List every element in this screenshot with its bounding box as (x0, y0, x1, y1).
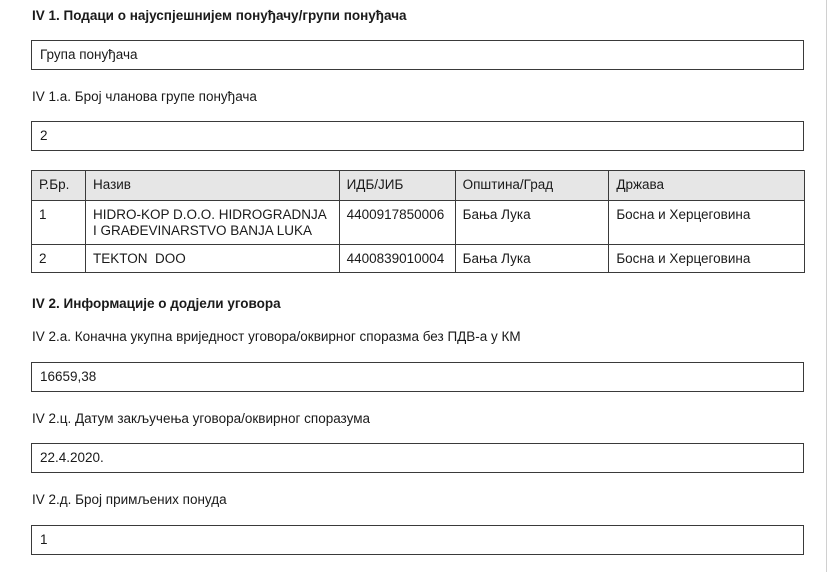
members-count-label: IV 1.а. Број чланова групе понуђача (32, 89, 257, 104)
table-row (32, 201, 805, 245)
offers-count-label: IV 2.д. Број примљених понуда (32, 492, 227, 507)
bidder-type-field: Група понуђача (31, 40, 804, 70)
cell-id: 4400917850006 (339, 201, 455, 245)
column-header-id: ИДБ/ЈИБ (339, 171, 455, 201)
cell-country: Босна и Херцеговина (609, 245, 805, 273)
column-header-no: Р.Бр. (32, 171, 86, 201)
column-header-municipality: Општина/Град (455, 171, 609, 201)
cell-id: 4400839010004 (339, 245, 455, 273)
cell-name: HIDRO-KOP D.O.O. HIDROGRADNJA I GRAĐEVINARSTVO BANJA LUKA (85, 201, 339, 245)
cell-no: 2 (32, 245, 86, 273)
cell-municipality: Бања Лука (455, 245, 609, 273)
contract-date-field: 22.4.2020. (31, 443, 804, 473)
cell-name: TEKTON DOO (85, 245, 339, 273)
table-header-row (32, 171, 805, 201)
contract-value-field: 16659,38 (31, 362, 804, 392)
cell-municipality: Бања Лука (455, 201, 609, 245)
cell-no: 1 (32, 201, 86, 245)
table-row (32, 245, 805, 273)
section-iv2-heading: IV 2. Информације о додјели уговора (32, 296, 281, 311)
bidders-table (31, 170, 805, 273)
offers-count-field: 1 (31, 525, 804, 555)
column-header-name: Назив (85, 171, 339, 201)
contract-value-label: IV 2.а. Коначна укупна вриједност уговора/оквирног споразма без ПДВ-а у КМ (32, 329, 521, 344)
contract-date-label: IV 2.ц. Датум закључења уговора/оквирног споразума (32, 411, 370, 426)
column-header-country: Држава (609, 171, 805, 201)
section-iv1-heading: IV 1. Подаци о најуспјешнијем понуђачу/групи понуђача (32, 8, 407, 23)
cell-country: Босна и Херцеговина (609, 201, 805, 245)
members-count-field: 2 (31, 121, 804, 151)
